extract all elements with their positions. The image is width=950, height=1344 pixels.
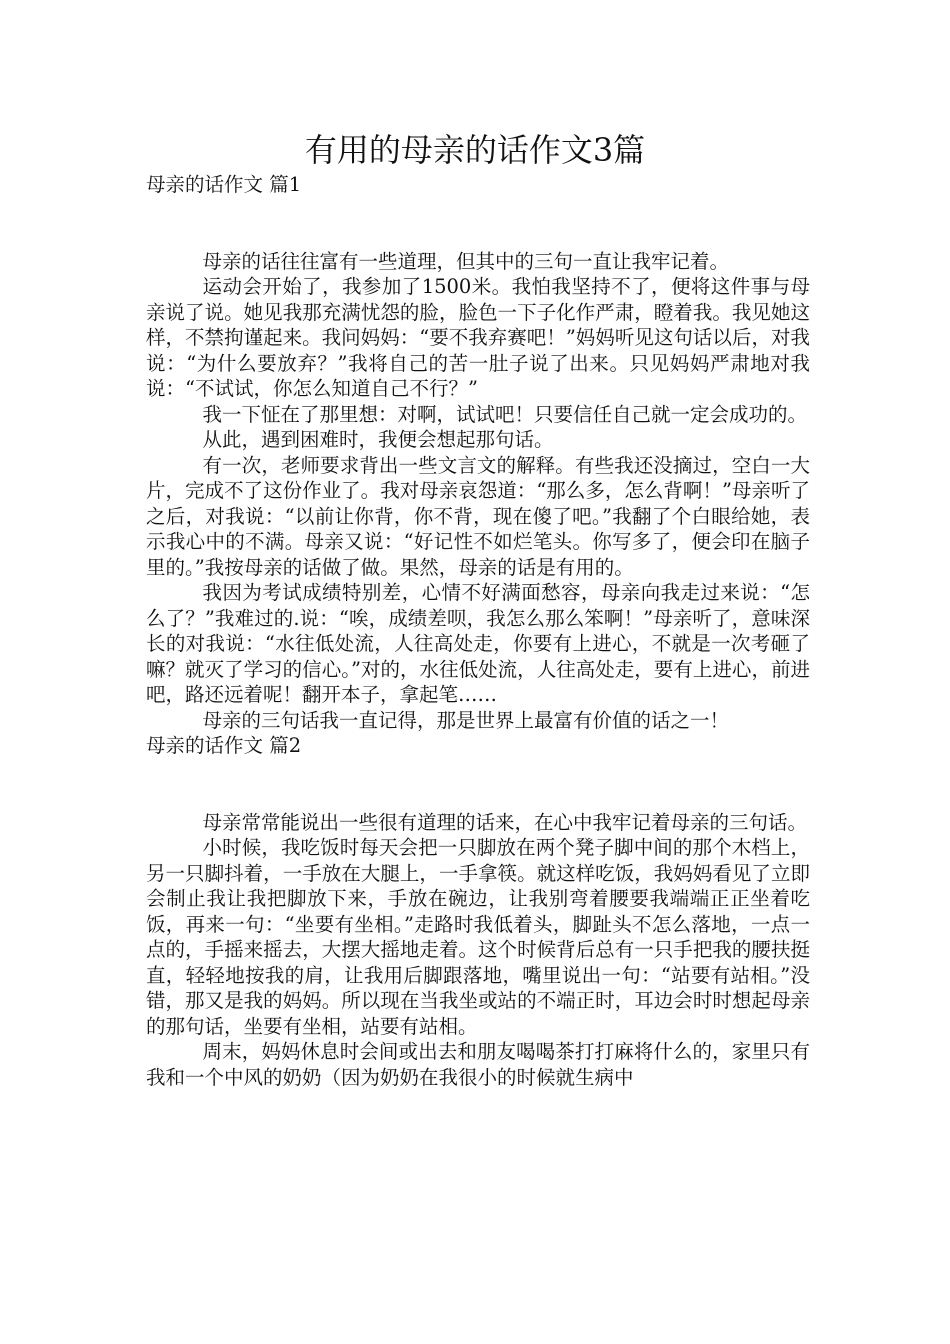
section-heading: 母亲的话作文 篇2 — [146, 734, 302, 757]
document-title: 有用的母亲的话作文3篇 — [304, 131, 646, 169]
paragraph: 母亲的三句话我一直记得，那是世界上最富有价值的话之一！ — [202, 708, 730, 732]
essay-section-2 — [146, 733, 810, 1090]
document-body — [146, 172, 810, 1090]
section-heading: 母亲的话作文 篇1 — [146, 173, 302, 196]
paragraph: 运动会开始了，我参加了1500米。我怕我坚持不了，便将这件事与母亲说了说。她见我那充满忧怨的脸，脸色一下子化作严肃，瞪着我。我见她这样，不禁拘谨起来。我问妈妈：“要不我弃赛吧！”妈妈听见这句话以后，对我说：“为什么要放弃？”我将自己的苦一肚子说了出来。只见妈妈严肃地对我说：“不试试，你怎么知道自己不行？” — [146, 275, 810, 400]
section-spacer — [146, 759, 810, 810]
paragraph: 有一次，老师要求背出一些文言文的解释。有些我还没摘过，空白一大片，完成不了这份作业了。我对母亲哀怨道：“那么多，怎么背啊！”母亲听了之后，对我说：“以前让你背，你不背，现在傻了吧。”我翻了个白眼给她，表示我心中的不满。母亲又说：“好记性不如烂笔头。你写多了，便会印在脑子里的。”我按母亲的话做了做。果然，母亲的话是有用的。 — [146, 453, 810, 579]
paragraph: 小时候，我吃饭时每天会把一只脚放在两个凳子脚中间的那个木档上，另一只脚抖着，一手放在大腿上，一手拿筷。就这样吃饭，我妈妈看见了立即会制止我让我把脚放下来，手放在碗边，让我别弯着腰要我端端正正坐着吃饭，再来一句：“坐要有坐相。”走路时我低着头，脚趾头不怎么落地，一点一点的，手摇来摇去，大摆大摇地走着。这个时候背后总有一只手把我的腰扶挺直，轻轻地按我的肩，让我用后脚跟落地，嘴里说出一句：“站要有站相。”没错，那又是我的妈妈。所以现在当我坐或站的不端正时，耳边会时时想起母亲的那句话，坐要有坐相，站要有站相。 — [146, 836, 810, 1038]
paragraph: 我因为考试成绩特别差，心情不好满面愁容，母亲向我走过来说：“怎么了？”我难过的.说：“唉，成绩差呗，我怎么那么笨啊！”母亲听了，意味深长的对我说：“水往低处流，人往高处走，你要有上进心，不就是一次考砸了嘛？就灭了学习的信心。”对的，水往低处流，人往高处走，要有上进心，前进吧，路还远着呢！翻开本子，拿起笔…… — [146, 581, 810, 706]
section-spacer — [146, 198, 810, 249]
essay-section-1 — [146, 172, 810, 733]
paragraph: 母亲常常能说出一些很有道理的话来，在心中我牢记着母亲的三句话。 — [202, 810, 808, 834]
paragraph: 周末，妈妈休息时会间或出去和朋友喝喝茶打打麻将什么的，家里只有我和一个中风的奶奶（因为奶奶在我很小的时候就生病中 — [146, 1040, 810, 1089]
paragraph: 母亲的话往往富有一些道理，但其中的三句一直让我牢记着。 — [202, 249, 730, 273]
paragraph: 我一下怔在了那里想：对啊，试试吧！只要信任自己就一定会成功的。 — [202, 402, 808, 426]
paragraph: 从此，遇到困难时，我便会想起那句话。 — [202, 428, 554, 451]
